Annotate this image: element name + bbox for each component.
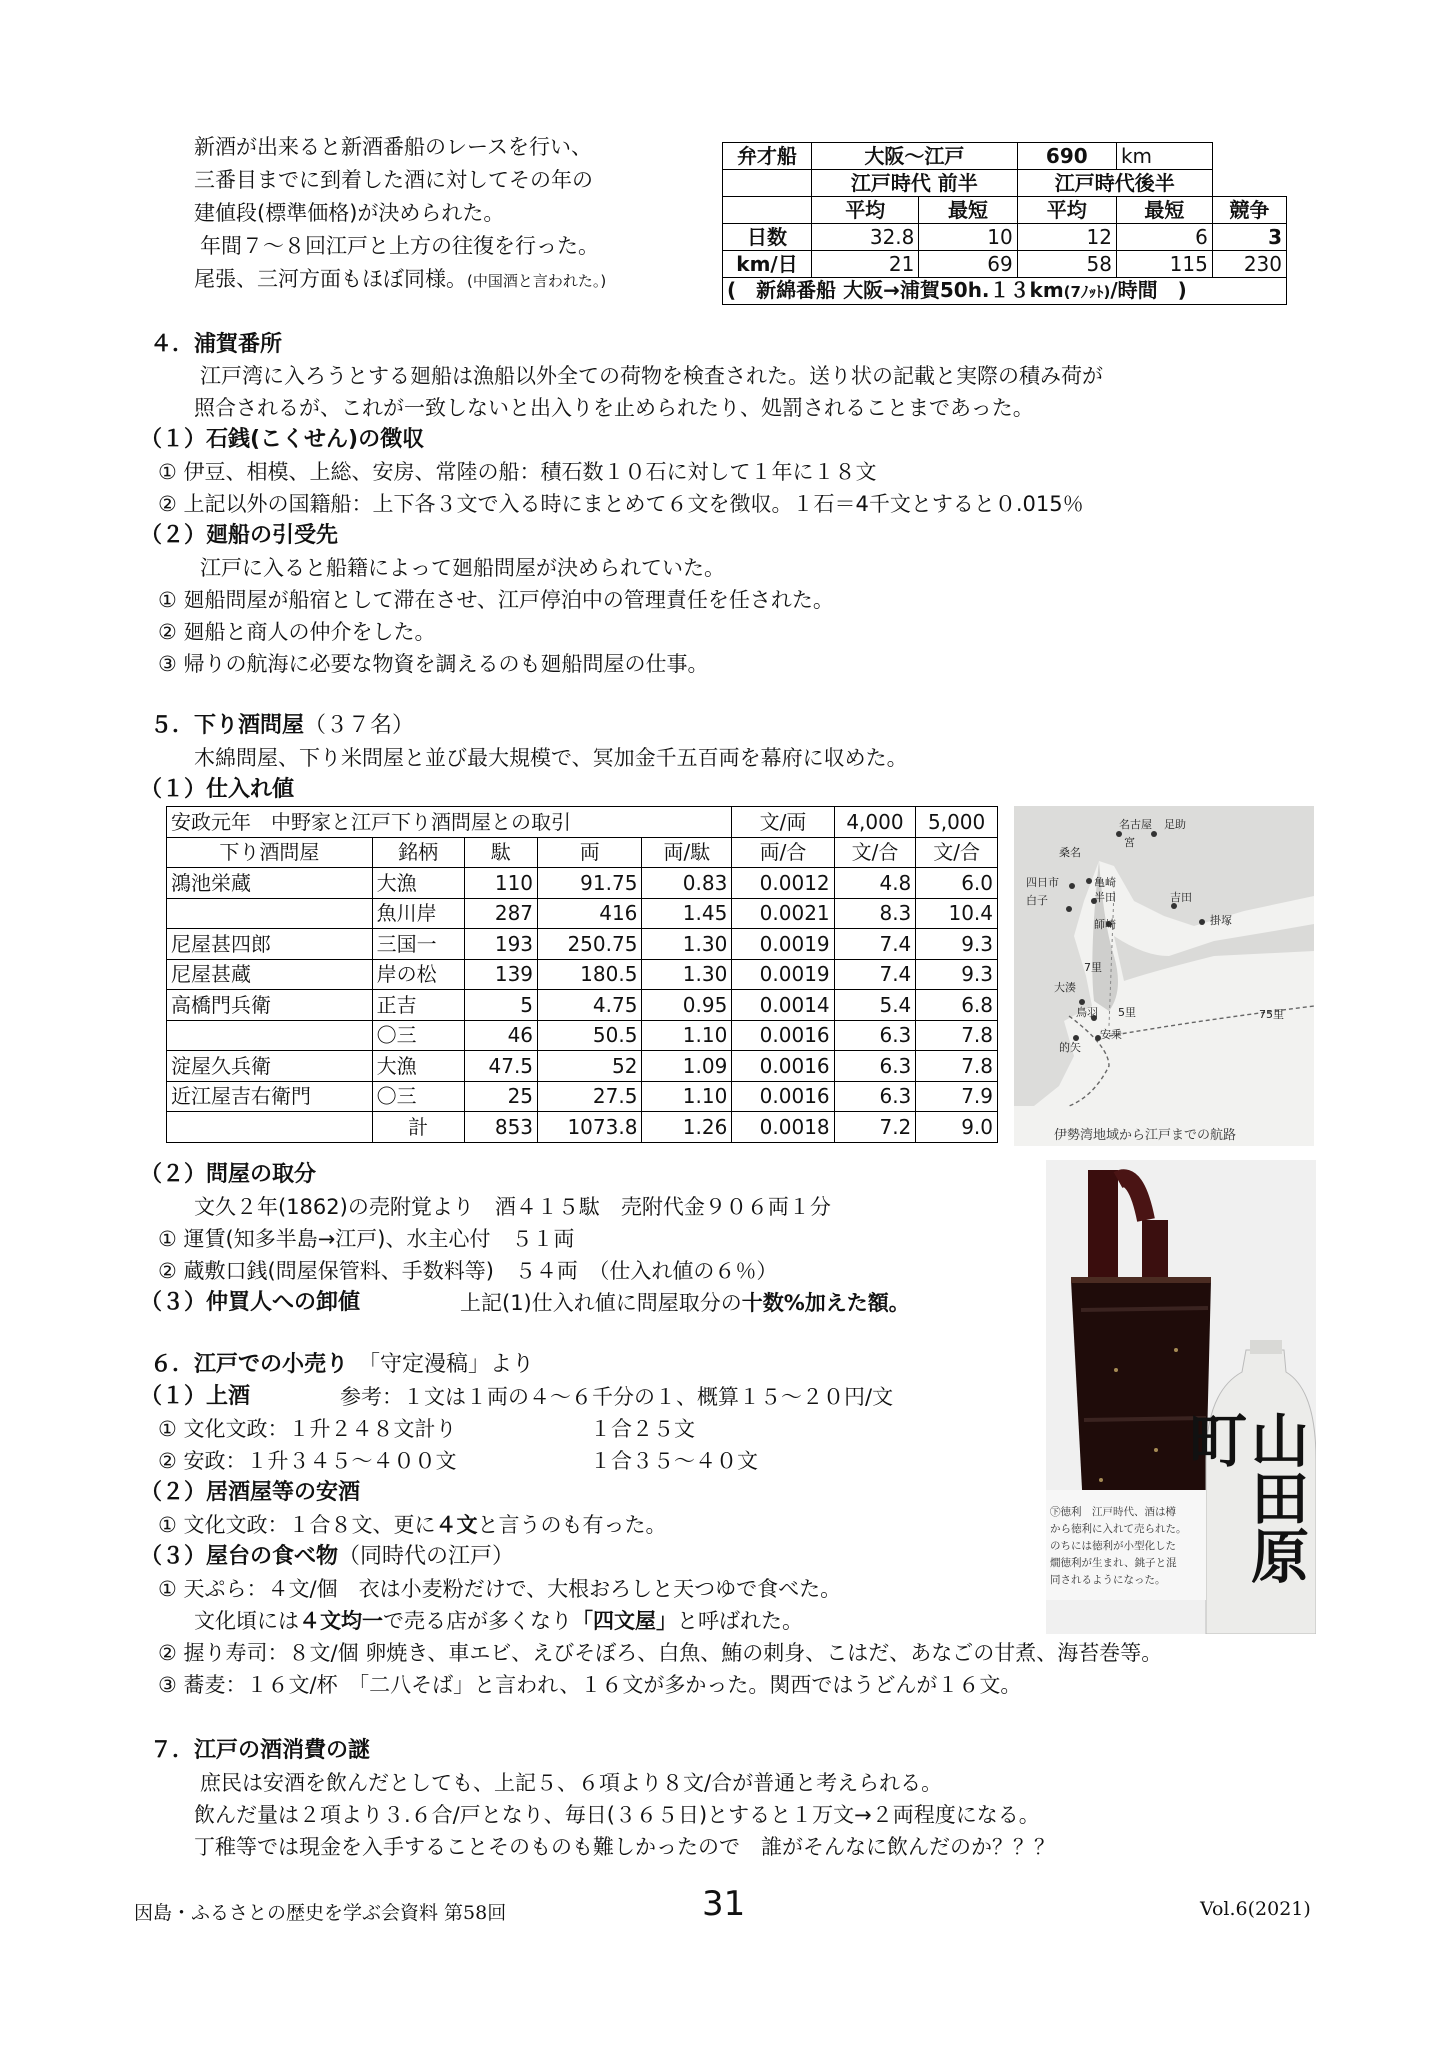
table-cell: 52 <box>538 1051 642 1082</box>
rate-4000: 4,000 <box>834 807 916 838</box>
table-cell: 7.9 <box>916 1081 998 1112</box>
table-cell: 853 <box>464 1112 537 1143</box>
table-cell: 0.0016 <box>732 1051 834 1082</box>
s6-sub1-item1b: １合２５文 <box>590 1417 695 1441</box>
map-label: 半田 <box>1094 891 1116 904</box>
ship-type: 弁才船 <box>723 143 812 170</box>
photo-caption-line: ㊦徳利 江戸時代、酒は樽 <box>1050 1506 1176 1518</box>
s4-p2: 照合されるが、これが一致しないと出入りを止められたり、処罰されることまであった。 <box>194 396 1034 420</box>
distance-unit: km <box>1116 143 1212 170</box>
table-cell: 0.0012 <box>732 868 834 899</box>
table-row <box>167 868 998 899</box>
map-label: 5里 <box>1118 1006 1136 1019</box>
header-cell: 下り酒問屋 <box>167 837 373 868</box>
table-cell: 7.4 <box>834 929 916 960</box>
s6-sub3 <box>140 1542 514 1572</box>
s6-sub1: （１）上酒 <box>140 1384 251 1409</box>
table-cell: 尼屋甚蔵 <box>167 959 373 990</box>
map-label: 桑名 <box>1059 846 1081 859</box>
s6-item1b-pre: 文化頃には <box>194 1609 299 1633</box>
map-label: 的矢 <box>1059 1041 1081 1054</box>
map-label: 掛塚 <box>1210 914 1232 927</box>
cell: 58 <box>1017 251 1116 278</box>
section-5-title <box>150 711 414 741</box>
header-cell: 銘柄 <box>372 837 464 868</box>
col-avg-1: 平均 <box>812 197 919 224</box>
table-cell: 淀屋久兵衛 <box>167 1051 373 1082</box>
cell: 21 <box>812 251 919 278</box>
s5-sub2-intro: 文久２年(1862)の売附覚より 酒４１５駄 売附代金９０６両１分 <box>194 1195 831 1219</box>
s6-sub3-item1: ① 天ぷら：４文/個 衣は小麦粉だけで、大根おろしと天つゆで食べた。 <box>158 1577 842 1601</box>
table-cell: 1.10 <box>642 1020 732 1051</box>
footer-right: Vol.6(2021) <box>1200 1898 1311 1920</box>
header-cell: 両/駄 <box>642 837 732 868</box>
s6-sub2: （２）居酒屋等の安酒 <box>140 1480 361 1505</box>
photo-caption-line: のちには徳利が小型化した <box>1050 1540 1176 1552</box>
photo-caption-line: から徳利に入れて売られた。 <box>1050 1523 1187 1535</box>
map-label: 師崎 <box>1094 918 1116 931</box>
table-row <box>167 1081 998 1112</box>
ship-row-kmday <box>723 251 1287 278</box>
table-cell: 180.5 <box>538 959 642 990</box>
table-cell: 〇三 <box>372 1020 464 1051</box>
s5-sub3-bold: 十数%加えた額。 <box>741 1291 910 1315</box>
table-cell: 0.83 <box>642 868 732 899</box>
header-cell: 両/合 <box>732 837 834 868</box>
sake-container-photo <box>1046 1160 1316 1634</box>
bottle-text: 山田原町 <box>1179 1410 1309 1584</box>
ship-note-end: /時間 ) <box>1110 278 1187 302</box>
table-cell: 正吉 <box>372 990 464 1021</box>
table-cell: 7.2 <box>834 1112 916 1143</box>
map-label: 宮 <box>1124 836 1135 849</box>
table-cell: 139 <box>464 959 537 990</box>
section-7-title: ７．江戸の酒消費の謎 <box>150 1738 371 1763</box>
section-6-title <box>150 1350 534 1380</box>
row-label: km/日 <box>723 251 812 278</box>
table-cell <box>167 1020 373 1051</box>
table-cell: 10.4 <box>916 898 998 929</box>
cell: 230 <box>1212 251 1286 278</box>
intro-line-2: 三番目までに到着した酒に対してその年の <box>194 168 593 192</box>
footer-left: 因島・ふるさとの歴史を学ぶ会資料 第58回 <box>134 1902 507 1924</box>
table-cell: 1.30 <box>642 959 732 990</box>
s6-title-note: 「守定漫稿」より <box>358 1352 535 1377</box>
table-cell: 岸の松 <box>372 959 464 990</box>
table-row <box>167 898 998 929</box>
map-label: 75里 <box>1259 1008 1284 1021</box>
table-row <box>167 1112 998 1143</box>
s4-p1: 江戸湾に入ろうとする廻船は漁船以外全ての荷物を検査された。送り状の記載と実際の積み荷が <box>200 364 1103 388</box>
s4-sub2-item2: ② 廻船と商人の仲介をした。 <box>158 620 436 644</box>
table-row <box>167 959 998 990</box>
ship-note-knot: (7ﾉｯﾄ) <box>1063 283 1111 301</box>
ship-note <box>723 278 1287 305</box>
ship-note-text: ( 新綿番船 大阪→浦賀50h.１３km <box>727 278 1064 302</box>
s6-item1b-bold2: 「四文屋」 <box>572 1609 677 1633</box>
col-avg-2: 平均 <box>1017 197 1116 224</box>
cell: 10 <box>919 224 1017 251</box>
table-cell: 250.75 <box>538 929 642 960</box>
table-row <box>167 1020 998 1051</box>
table-row <box>167 1051 998 1082</box>
col-min-2: 最短 <box>1116 197 1212 224</box>
s6-sub2-item <box>158 1510 667 1540</box>
cell: 6 <box>1116 224 1212 251</box>
map-label: 四日市 <box>1026 876 1059 889</box>
map-label: 名古屋 <box>1119 818 1152 831</box>
table-cell: 193 <box>464 929 537 960</box>
map-label: 安乗 <box>1100 1028 1122 1041</box>
table-cell: 近江屋吉右衛門 <box>167 1081 373 1112</box>
table-cell: 287 <box>464 898 537 929</box>
s6-sub2-bold: ４文 <box>435 1513 478 1537</box>
s4-sub2-item3: ③ 帰りの航海に必要な物資を調えるのも廻船問屋の仕事。 <box>158 652 709 676</box>
table-cell: 7.8 <box>916 1020 998 1051</box>
col-min-1: 最短 <box>919 197 1017 224</box>
table-cell: 6.3 <box>834 1020 916 1051</box>
s6-sub1-note: 参考：１文は１両の４～６千分の１、概算１５～２０円/文 <box>340 1385 894 1409</box>
rate-label: 文/両 <box>732 807 834 838</box>
header-cell: 両 <box>538 837 642 868</box>
map-drawing <box>1014 806 1314 1146</box>
table-cell: 110 <box>464 868 537 899</box>
distance: 690 <box>1017 143 1116 170</box>
table-cell: 大漁 <box>372 1051 464 1082</box>
s6-sub3-item1b <box>194 1606 803 1636</box>
map-label: 吉田 <box>1170 891 1192 904</box>
table-cell: 1.26 <box>642 1112 732 1143</box>
s5-sub2-item2: ② 蔵敷口銭(問屋保管料、手数料等) ５４両 （仕入れ値の６％） <box>158 1259 778 1283</box>
table-cell: 1073.8 <box>538 1112 642 1143</box>
s4-sub2-item1: ① 廻船問屋が船宿として滞在させ、江戸停泊中の管理責任を任された。 <box>158 588 834 612</box>
photo-caption-line: 同されるようになった。 <box>1050 1574 1166 1586</box>
s7-line-2: 飲んだ量は２項より３.６合/戸となり、毎日(３６５日)とすると１万文→２両程度になる。 <box>194 1803 1040 1827</box>
intro-line-1: 新酒が出来ると新酒番船のレースを行い、 <box>194 135 592 159</box>
table-cell: 高橋門兵衛 <box>167 990 373 1021</box>
table-cell: 5.4 <box>834 990 916 1021</box>
s6-sub2-pre: ① 文化文政：１合８文、更に <box>158 1513 436 1537</box>
s6-sub3-text: （３）屋台の食べ物 <box>140 1544 339 1569</box>
table-cell: 三国一 <box>372 929 464 960</box>
table-cell: 47.5 <box>464 1051 537 1082</box>
s5-sub1: （１）仕入れ値 <box>140 777 295 802</box>
map-label: 鳥羽 <box>1076 1006 1098 1019</box>
s5-sub2: （２）問屋の取分 <box>140 1162 317 1187</box>
s6-item1b-mid: で売る店が多くなり <box>383 1609 572 1633</box>
late-edo: 江戸時代後半 <box>1017 170 1212 197</box>
route: 大阪～江戸 <box>812 143 1018 170</box>
table-cell: 6.3 <box>834 1051 916 1082</box>
intro-line-4: 年間７～８回江戸と上方の往復を行った。 <box>200 234 599 258</box>
row-label: 日数 <box>723 224 812 251</box>
s6-sub1-item2b: １合３５～４０文 <box>590 1449 758 1473</box>
table-cell: 魚川岸 <box>372 898 464 929</box>
s5-sub2-item1: ① 運賃(知多半島→江戸)、水主心付 ５１両 <box>158 1227 575 1251</box>
s5-title-text: ５．下り酒問屋 <box>150 713 305 738</box>
table-cell: 46 <box>464 1020 537 1051</box>
s6-sub3-item3: ③ 蕎麦：１６文/杯 「二八そば」と言われ、１６文が多かった。関西ではうどんが１６文。 <box>158 1673 1022 1697</box>
table-cell: 9.3 <box>916 929 998 960</box>
s7-line-1: 庶民は安酒を飲んだとしても、上記５、６項より８文/合が普通と考えられる。 <box>200 1771 943 1795</box>
ship-row-days <box>723 224 1287 251</box>
s4-sub2-intro: 江戸に入ると船籍によって廻船問屋が決められていた。 <box>200 556 725 580</box>
map-label: 7里 <box>1084 961 1102 974</box>
header-cell: 文/合 <box>834 837 916 868</box>
table-cell: 1.10 <box>642 1081 732 1112</box>
table-cell: 1.30 <box>642 929 732 960</box>
s6-sub1-item2a: ② 安政：１升３４５～４００文 <box>158 1449 457 1473</box>
photo-caption-line: 燗徳利が生まれ、銚子と混 <box>1050 1557 1177 1569</box>
table-cell: 4.75 <box>538 990 642 1021</box>
table-cell: 27.5 <box>538 1081 642 1112</box>
header-cell: 文/合 <box>916 837 998 868</box>
table-row <box>167 929 998 960</box>
table-cell: 7.8 <box>916 1051 998 1082</box>
table-cell: 6.0 <box>916 868 998 899</box>
cell: 12 <box>1017 224 1116 251</box>
table-cell: 0.0016 <box>732 1081 834 1112</box>
s5-p1: 木綿問屋、下り米問屋と並び最大規模で、冥加金千五百両を幕府に収めた。 <box>194 746 908 770</box>
section-4-title: ４．浦賀番所 <box>150 332 283 357</box>
table-row <box>167 990 998 1021</box>
table-cell: 0.0019 <box>732 959 834 990</box>
s5-sub3: （３）仲買人への卸値 <box>140 1290 361 1315</box>
table-cell: 尼屋甚四郎 <box>167 929 373 960</box>
table-cell: 9.3 <box>916 959 998 990</box>
table-header-row <box>167 837 998 868</box>
table-cell: 25 <box>464 1081 537 1112</box>
table-cell: 9.0 <box>916 1112 998 1143</box>
map-caption: 伊勢湾地域から江戸までの航路 <box>1054 1128 1237 1143</box>
table-cell: 6.8 <box>916 990 998 1021</box>
table-cell: 6.3 <box>834 1081 916 1112</box>
cell: 115 <box>1116 251 1212 278</box>
intro-line-5-note: (中国酒と言われた。) <box>467 272 607 290</box>
intro-line-3: 建値段(標準価格)が決められた。 <box>194 201 505 225</box>
s4-sub1-item2: ② 上記以外の国籍船：上下各３文で入る時にまとめて６文を徴収。１石＝4千文とすると０.015％ <box>158 492 1084 516</box>
table-caption: 安政元年 中野家と江戸下り酒問屋との取引 <box>167 807 732 838</box>
s6-item1b-bold1: ４文均一 <box>299 1609 383 1633</box>
table-cell: 0.0014 <box>732 990 834 1021</box>
table-cell: 50.5 <box>538 1020 642 1051</box>
s4-sub1: （１）石銭(こくせん)の徴収 <box>140 427 425 452</box>
table-cell: 0.0018 <box>732 1112 834 1143</box>
cell: 32.8 <box>812 224 919 251</box>
ise-bay-route-map <box>1014 806 1314 1146</box>
table-cell: 8.3 <box>834 898 916 929</box>
table-cell: 91.75 <box>538 868 642 899</box>
s6-sub1-item1a: ① 文化文政：１升２４８文計り <box>158 1417 457 1441</box>
table-cell: 大漁 <box>372 868 464 899</box>
map-label: 白子 <box>1026 894 1048 907</box>
table-cell <box>167 898 373 929</box>
table-cell: 5 <box>464 990 537 1021</box>
s5-sub3-text <box>460 1288 910 1318</box>
intro-line-5 <box>194 264 606 296</box>
s6-title-text: ６．江戸での小売り <box>150 1352 349 1377</box>
table-cell: 0.0021 <box>732 898 834 929</box>
table-cell: 0.0019 <box>732 929 834 960</box>
s4-sub2: （２）廻船の引受先 <box>140 523 339 548</box>
cell: 3 <box>1212 224 1286 251</box>
table-cell: 1.09 <box>642 1051 732 1082</box>
table-cell: 7.4 <box>834 959 916 990</box>
col-race: 競争 <box>1212 197 1286 224</box>
cell: 69 <box>919 251 1017 278</box>
map-label: 大湊 <box>1054 981 1076 994</box>
purchase-price-table <box>166 806 998 1143</box>
header-cell: 駄 <box>464 837 537 868</box>
s6-sub3-note: （同時代の江戸） <box>338 1544 515 1569</box>
table-cell: 0.0016 <box>732 1020 834 1051</box>
s5-sub3-plain: 上記(1)仕入れ値に問屋取分の <box>460 1291 742 1315</box>
photo-caption <box>1050 1504 1187 1589</box>
s4-sub1-item1: ① 伊豆、相模、上総、安房、常陸の船：積石数１０石に対して１年に１８文 <box>158 460 877 484</box>
s6-sub2-post: と言うのも有った。 <box>477 1513 667 1537</box>
s7-line-3: 丁稚等では現金を入手することそのものも難しかったので 誰がそんなに飲んだのか？？？ <box>194 1835 1055 1859</box>
table-cell: 〇三 <box>372 1081 464 1112</box>
map-label: 亀崎 <box>1094 876 1116 889</box>
page-number: 31 <box>702 1884 746 1924</box>
table-cell: 計 <box>372 1112 464 1143</box>
table-cell <box>167 1112 373 1143</box>
s6-sub3-item2: ② 握り寿司：８文/個 卵焼き、車エビ、えびそぼろ、白魚、鮪の刺身、こはだ、あなごの甘煮、海苔巻等。 <box>158 1641 1163 1665</box>
intro-line-5-text: 尾張、三河方面もほぼ同様。 <box>194 267 467 291</box>
ship-speed-table <box>722 142 1287 305</box>
table-cell: 4.8 <box>834 868 916 899</box>
table-cell: 416 <box>538 898 642 929</box>
table-cell: 0.95 <box>642 990 732 1021</box>
s5-title-note: （３７名） <box>304 713 415 738</box>
rate-5000: 5,000 <box>916 807 998 838</box>
map-label: 足助 <box>1164 818 1186 831</box>
table-cell: 1.45 <box>642 898 732 929</box>
s6-item1b-post: と呼ばれた。 <box>677 1609 803 1633</box>
table-cell: 鴻池栄蔵 <box>167 868 373 899</box>
early-edo: 江戸時代 前半 <box>812 170 1018 197</box>
